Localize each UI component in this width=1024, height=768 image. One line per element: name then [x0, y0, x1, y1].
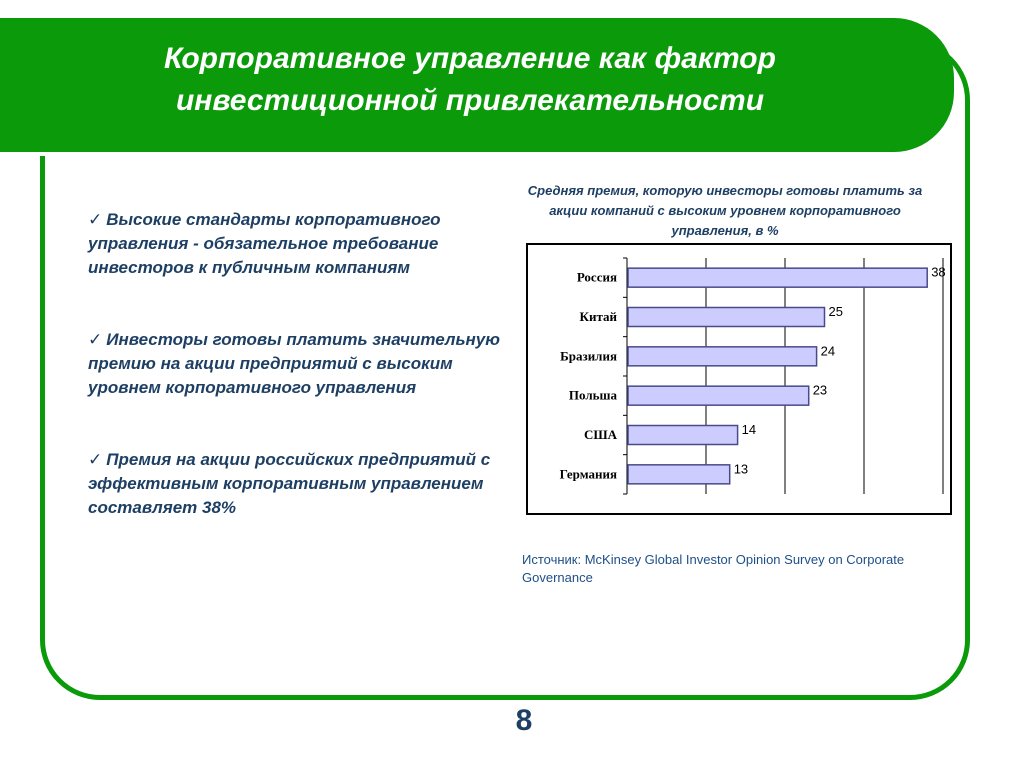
- slide-title-line-2: инвестиционной привлекательности: [175, 84, 765, 117]
- bar: [628, 386, 809, 405]
- bullet-list: [88, 208, 508, 568]
- slide-title: [80, 38, 860, 122]
- check-icon: ✓: [88, 210, 103, 229]
- category-label: Россия: [576, 269, 617, 285]
- bar: [628, 308, 825, 327]
- data-label: 24: [820, 343, 836, 359]
- data-label: 14: [741, 422, 757, 437]
- category-label: Германия: [559, 466, 617, 482]
- bar: [628, 268, 927, 287]
- bar-chart: [526, 243, 952, 515]
- check-icon: ✓: [88, 450, 103, 469]
- bar: [628, 465, 730, 484]
- category-label: США: [583, 427, 617, 442]
- check-icon: ✓: [88, 330, 103, 349]
- bullet-item: [88, 208, 508, 280]
- bullet-text: Премия на акции российских предприятий с эффективным корпоративным управлением составляет 38%: [88, 450, 491, 517]
- bullet-item: [88, 328, 508, 400]
- page-number: 8: [515, 704, 533, 737]
- data-label: 23: [812, 382, 828, 398]
- data-label: 25: [828, 304, 843, 319]
- bullet-text: Инвесторы готовы платить значительную премию на акции предприятий с высоким уровнем корпоративного управления: [88, 330, 500, 397]
- bullet-item: [88, 448, 508, 520]
- category-label: Бразилия: [560, 348, 617, 364]
- category-label: Китай: [579, 309, 617, 324]
- slide-title-line-1: Корпоративное управление как фактор: [164, 42, 776, 75]
- data-label: 38: [931, 264, 946, 280]
- data-label: 13: [733, 461, 749, 477]
- chart-title: Средняя премия, которую инвесторы готовы платить за акции компаний с высоким уровнем корпоративного управления, в %: [527, 183, 923, 238]
- category-label: Польша: [568, 387, 617, 403]
- title-underline: [0, 152, 904, 156]
- source-note: Источник: McKinsey Global Investor Opinion Survey on Corporate Governance: [522, 552, 905, 585]
- bar-chart-svg: [528, 245, 950, 513]
- bar: [628, 426, 738, 445]
- bar: [628, 347, 817, 366]
- bullet-text: Высокие стандарты корпоративного управления - обязательное требование инвесторов к публичным компаниям: [88, 210, 441, 277]
